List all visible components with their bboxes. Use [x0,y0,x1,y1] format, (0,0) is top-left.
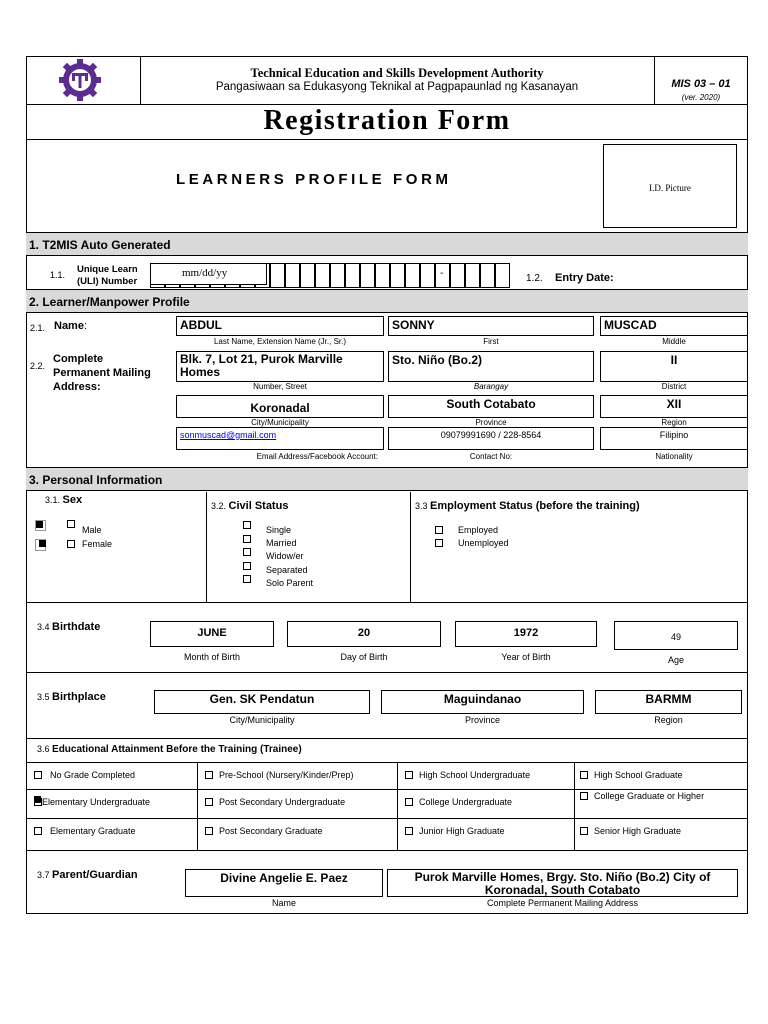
birthplace-label: 3.5 Birthplace [37,691,106,703]
divider [197,762,198,850]
education-option[interactable]: High School Undergraduate [405,770,530,780]
nationality-field[interactable]: Filipino [600,427,748,450]
uli-cell[interactable] [285,263,300,288]
address-label: Complete Permanent Mailing Address: [53,353,151,393]
divider [410,492,411,602]
province-field[interactable]: South Cotabato [388,395,594,418]
contact-caption: Contact No: [469,452,513,461]
checkbox[interactable] [205,771,213,779]
uli-cell[interactable] [315,263,330,288]
birthplace-region-field[interactable]: BARMM [595,690,742,714]
sex-marker-icon [35,539,46,551]
birth-year-field[interactable]: 1972 [455,621,597,647]
divider [26,738,748,739]
sex-female-option[interactable]: Female [67,539,112,549]
birth-month-field[interactable]: JUNE [150,621,274,647]
divider [574,762,575,850]
last-name-caption: Last Name, Extension Name (Jr., Sr.) [213,337,347,346]
middle-name-field[interactable]: MUSCAD [600,316,748,336]
email-link[interactable]: sonmuscad@gmail.com [180,430,277,440]
email-field[interactable] [176,427,384,450]
employment-option[interactable]: Employed [435,525,498,535]
guardian-name-caption: Name [271,898,296,908]
checkbox[interactable] [205,798,213,806]
civil-status-option[interactable]: Widow/er [243,547,304,557]
uli-cell[interactable] [420,263,435,288]
divider [397,762,398,850]
uli-dash: - [440,268,444,279]
checkbox[interactable] [405,827,413,835]
sex-male-option[interactable]: Male [67,519,102,529]
form-subtitle: LEARNERS PROFILE FORM [176,171,452,188]
age-field[interactable]: 49 [614,621,738,650]
province-caption: Province [475,418,507,427]
guardian-name-field[interactable]: Divine Angelie E. Paez [185,869,383,897]
uli-cell[interactable] [330,263,345,288]
last-name-field[interactable]: ABDUL [176,316,384,336]
education-option[interactable]: Elementary Undergraduate [34,797,150,807]
bp-city-caption: City/Municipality [229,715,295,725]
checkbox[interactable] [34,827,42,835]
checkbox[interactable] [435,526,443,534]
uli-number: 1.1. [50,270,66,280]
email-caption: Email Address/Facebook Account: [256,452,378,461]
education-label: 3.6 Educational Attainment Before the Training (Trainee) [37,744,302,755]
uli-cell[interactable] [465,263,480,288]
checkbox[interactable] [34,771,42,779]
contact-field[interactable]: 09079991690 / 228-8564 [388,427,594,450]
sex-label: 3.1. Sex [45,494,83,506]
sex-marker-icon [35,520,46,531]
nationality-caption: Nationality [655,452,693,461]
birth-day-field[interactable]: 20 [287,621,441,647]
civil-status-option[interactable]: Married [243,534,297,544]
education-option[interactable]: No Grade Completed [34,770,135,780]
region-caption: Region [661,418,687,427]
civil-status-label: 3.2. Civil Status [211,500,289,512]
checkbox[interactable] [243,562,251,570]
city-caption: City/Municipality [251,418,309,427]
divider [206,492,207,602]
bp-region-caption: Region [654,715,683,725]
divider [26,602,748,603]
region-field[interactable]: XII [600,395,748,418]
barangay-caption: Barangay [473,382,509,391]
civil-status-option[interactable]: Separated [243,561,308,571]
checkbox[interactable] [243,548,251,556]
uli-cell[interactable] [270,263,285,288]
divider [26,818,748,819]
guardian-address-field[interactable]: Purok Marville Homes, Brgy. Sto. Niño (Bo.2) City of Koronadal, South Cotabato [387,869,738,897]
education-option[interactable]: High School Graduate [580,770,683,780]
birthplace-province-field[interactable]: Maguindanao [381,690,584,714]
section-1-header: 1. T2MIS Auto Generated [26,232,748,256]
name-number: 2.1. [30,323,46,333]
uli-cell[interactable] [405,263,420,288]
guardian-label: 3.7 Parent/Guardian [37,869,138,881]
checkbox[interactable] [580,771,588,779]
barangay-field[interactable]: Sto. Niño (Bo.2) [388,351,594,382]
education-option[interactable]: Elementary Graduate [34,826,136,836]
city-field[interactable]: Koronadal [176,395,384,418]
uli-cell[interactable] [300,263,315,288]
first-name-field[interactable]: SONNY [388,316,594,336]
checkbox[interactable] [243,575,251,583]
checkbox[interactable] [67,540,75,548]
checkbox[interactable] [205,827,213,835]
form-title: Registration Form [263,105,511,136]
divider [26,672,748,673]
middle-name-caption: Middle [662,337,686,346]
employment-option[interactable]: Unemployed [435,538,509,548]
year-caption: Year of Birth [501,652,551,662]
civil-status-option[interactable]: Single [243,520,291,530]
street-field[interactable]: Blk. 7, Lot 21, Purok Marville Homes [176,351,384,382]
checkbox[interactable] [243,521,251,529]
uli-cell[interactable] [345,263,360,288]
uli-label: Unique Learn (ULI) Number [77,264,138,287]
birthplace-city-field[interactable]: Gen. SK Pendatun [154,690,370,714]
district-field[interactable]: II [600,351,748,382]
address-number: 2.2. [30,361,46,371]
uli-cell[interactable] [375,263,390,288]
district-caption: District [661,382,687,391]
education-option[interactable]: Post Secondary Undergraduate [205,797,345,807]
entry-date-label: Entry Date: [555,272,614,284]
form-version: (ver. 2020) [681,93,721,102]
section-2-header: 2. Learner/Manpower Profile [26,289,748,313]
agency-name-tagalog: Pangasiwaan sa Edukasyong Teknikal at Pagpapaunlad ng Kasanayan [215,81,579,93]
education-option[interactable]: Pre-School (Nursery/Kinder/Prep) [205,770,354,780]
divider [26,789,748,790]
id-picture-label: I.D. Picture [649,183,691,193]
day-caption: Day of Birth [340,652,388,662]
uli-cell[interactable] [360,263,375,288]
education-option[interactable]: Post Secondary Graduate [205,826,323,836]
birthdate-label: 3.4 Birthdate [37,621,101,633]
employment-label: 3.3 Employment Status (before the training) [415,500,640,512]
section-3-header: 3. Personal Information [26,467,748,491]
agency-name: Technical Education and Skills Development Authority [250,66,544,80]
uli-cell[interactable] [390,263,405,288]
divider [26,850,748,851]
checkbox[interactable] [435,539,443,547]
age-caption: Age [667,655,684,665]
checkbox[interactable] [405,798,413,806]
checkbox[interactable] [580,792,588,800]
divider [26,139,748,140]
month-caption: Month of Birth [183,652,241,662]
education-option[interactable]: College Undergraduate [405,797,512,807]
first-name-caption: First [483,337,499,346]
entry-date-number: 1.2. [526,273,543,284]
education-option[interactable]: College Graduate or Higher [580,791,704,801]
name-label: Name: [54,320,88,332]
form-code: MIS 03 – 01 [671,78,731,90]
civil-status-option[interactable]: Solo Parent [243,574,313,584]
education-option[interactable]: Senior High Graduate [580,826,681,836]
bp-province-caption: Province [464,715,500,725]
tesda-logo-icon [52,58,108,102]
street-caption: Number, Street [253,382,307,391]
checkbox[interactable] [580,827,588,835]
uli-date-overlay[interactable]: mm/dd/yy [150,263,267,285]
divider [26,762,748,763]
uli-cell[interactable] [450,263,465,288]
checkbox[interactable] [405,771,413,779]
selected-marker-icon [34,796,41,803]
checkbox[interactable] [67,520,75,528]
checkbox[interactable] [243,535,251,543]
uli-cell[interactable] [480,263,495,288]
guardian-address-caption: Complete Permanent Mailing Address [486,898,639,908]
uli-cell[interactable] [495,263,510,288]
education-option[interactable]: Junior High Graduate [405,826,505,836]
